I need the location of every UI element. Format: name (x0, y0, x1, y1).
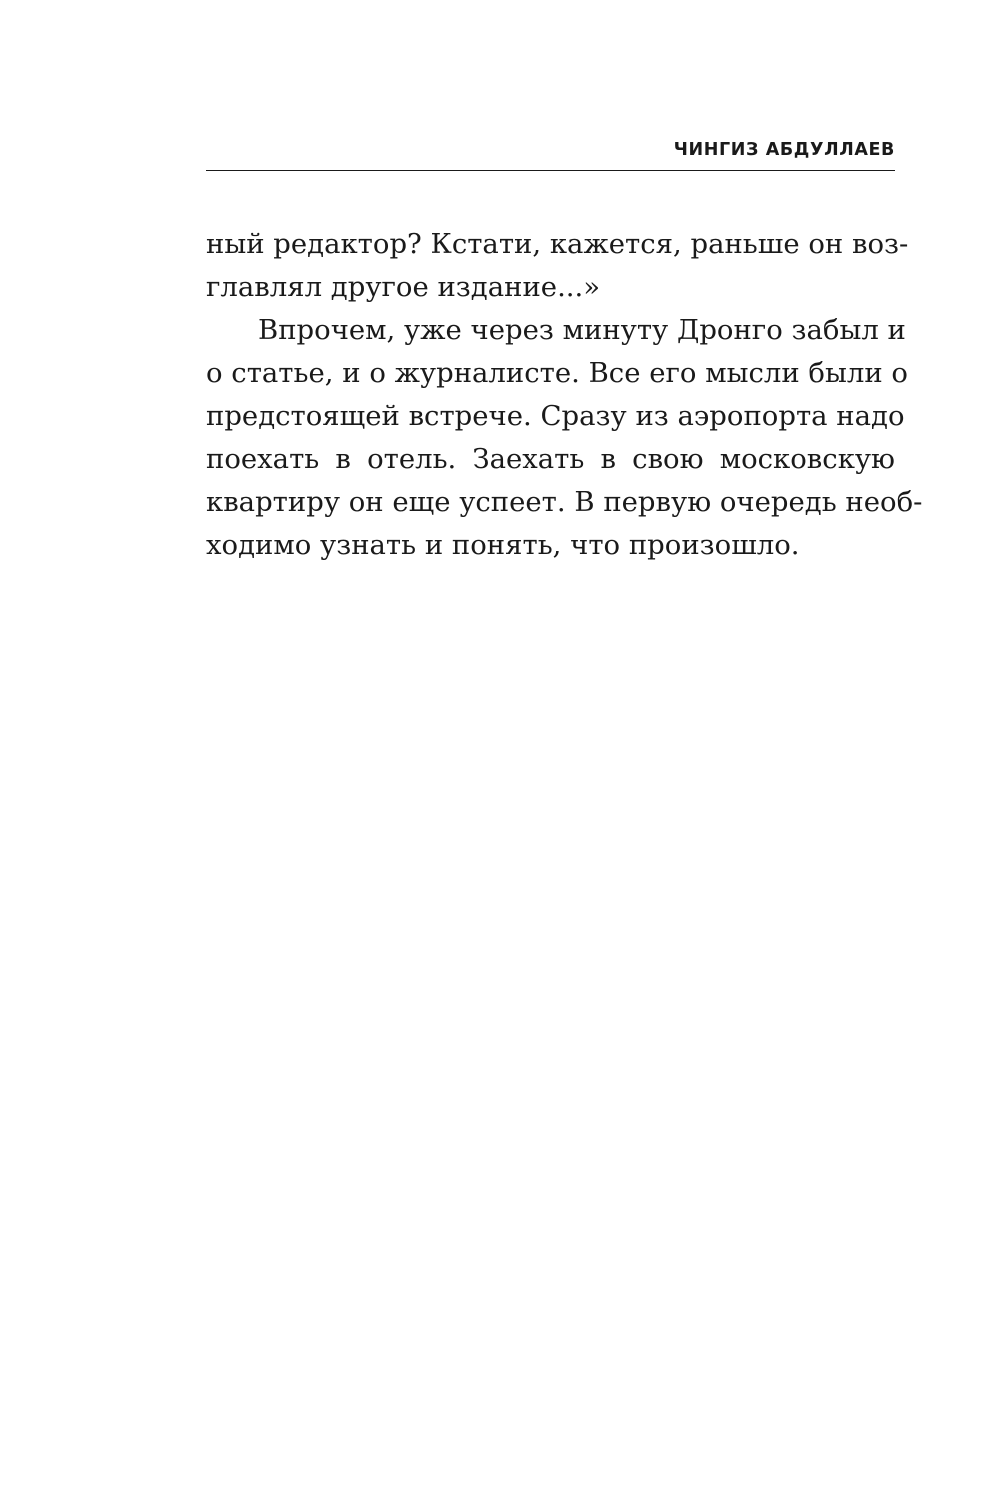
paragraph-main (206, 309, 923, 567)
text-line: Впрочем, уже через минуту Дронго забыл и (258, 314, 906, 346)
text-line: о статье, и о журналисте. Все его мысли были о (206, 357, 908, 389)
text-line: ный редактор? Кстати, кажется, раньше он воз- (206, 228, 909, 260)
body-text (206, 223, 923, 567)
text-line: поехать в отель. Заехать в свою московскую (206, 443, 895, 475)
text-line: ходимо узнать и понять, что произошло. (206, 529, 800, 561)
running-title-author: ЧИНГИЗ АБДУЛЛАЕВ (673, 140, 895, 160)
text-line: предстоящей встрече. Сразу из аэропорта надо (206, 400, 905, 432)
text-line: квартиру он еще успеет. В первую очередь необ- (206, 486, 923, 518)
running-header (206, 138, 895, 171)
paragraph-continuation (206, 223, 909, 309)
text-line: главлял другое издание...» (206, 271, 601, 303)
